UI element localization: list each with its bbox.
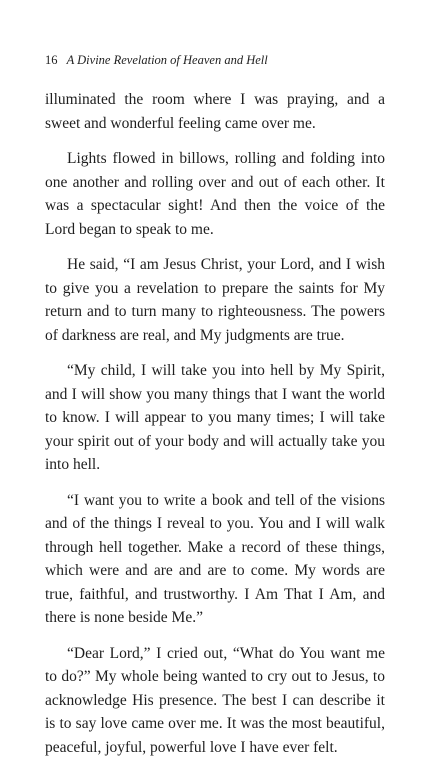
paragraph: “My child, I will take you into hell by My Spirit, and I will show you many things that I want the world to know. I will appear to you many times; I will take your spirit out of your body and will actually take you into hell.: [45, 362, 385, 473]
paragraph: “I want you to write a book and tell of the visions and of the things I reveal to you. You and I will walk through hell together. Make a record of these things, which were and are and are to come. My words are true, faithful, and trustworthy. I Am That I Am, and there is none beside Me.”: [45, 491, 385, 626]
page-number: 16: [45, 53, 58, 67]
running-head: [45, 52, 268, 68]
paragraph: He said, “I am Jesus Christ, your Lord, and I wish to give you a revelation to prepare the saints for My return and to turn many to righteousness. The powers of darkness are real, and My judgments are true.: [45, 256, 385, 344]
paragraph-continued: illuminated the room where I was praying, and a sweet and wonderful feeling came over me.: [45, 91, 385, 132]
body-text: [45, 88, 385, 771]
paragraph: “Dear Lord,” I cried out, “What do You want me to do?” My whole being wanted to cry out to Jesus, to acknowledge His presence. The best I can describe it is to say love came over me. It was the most beautiful, peaceful, joyful, powerful love I have ever felt.: [45, 644, 385, 756]
book-title: A Divine Revelation of Heaven and Hell: [66, 53, 268, 67]
paragraph: Lights flowed in billows, rolling and folding into one another and rolling over and out of each other. It was a spectacular sight! And then the voice of the Lord began to speak to me.: [45, 150, 385, 238]
